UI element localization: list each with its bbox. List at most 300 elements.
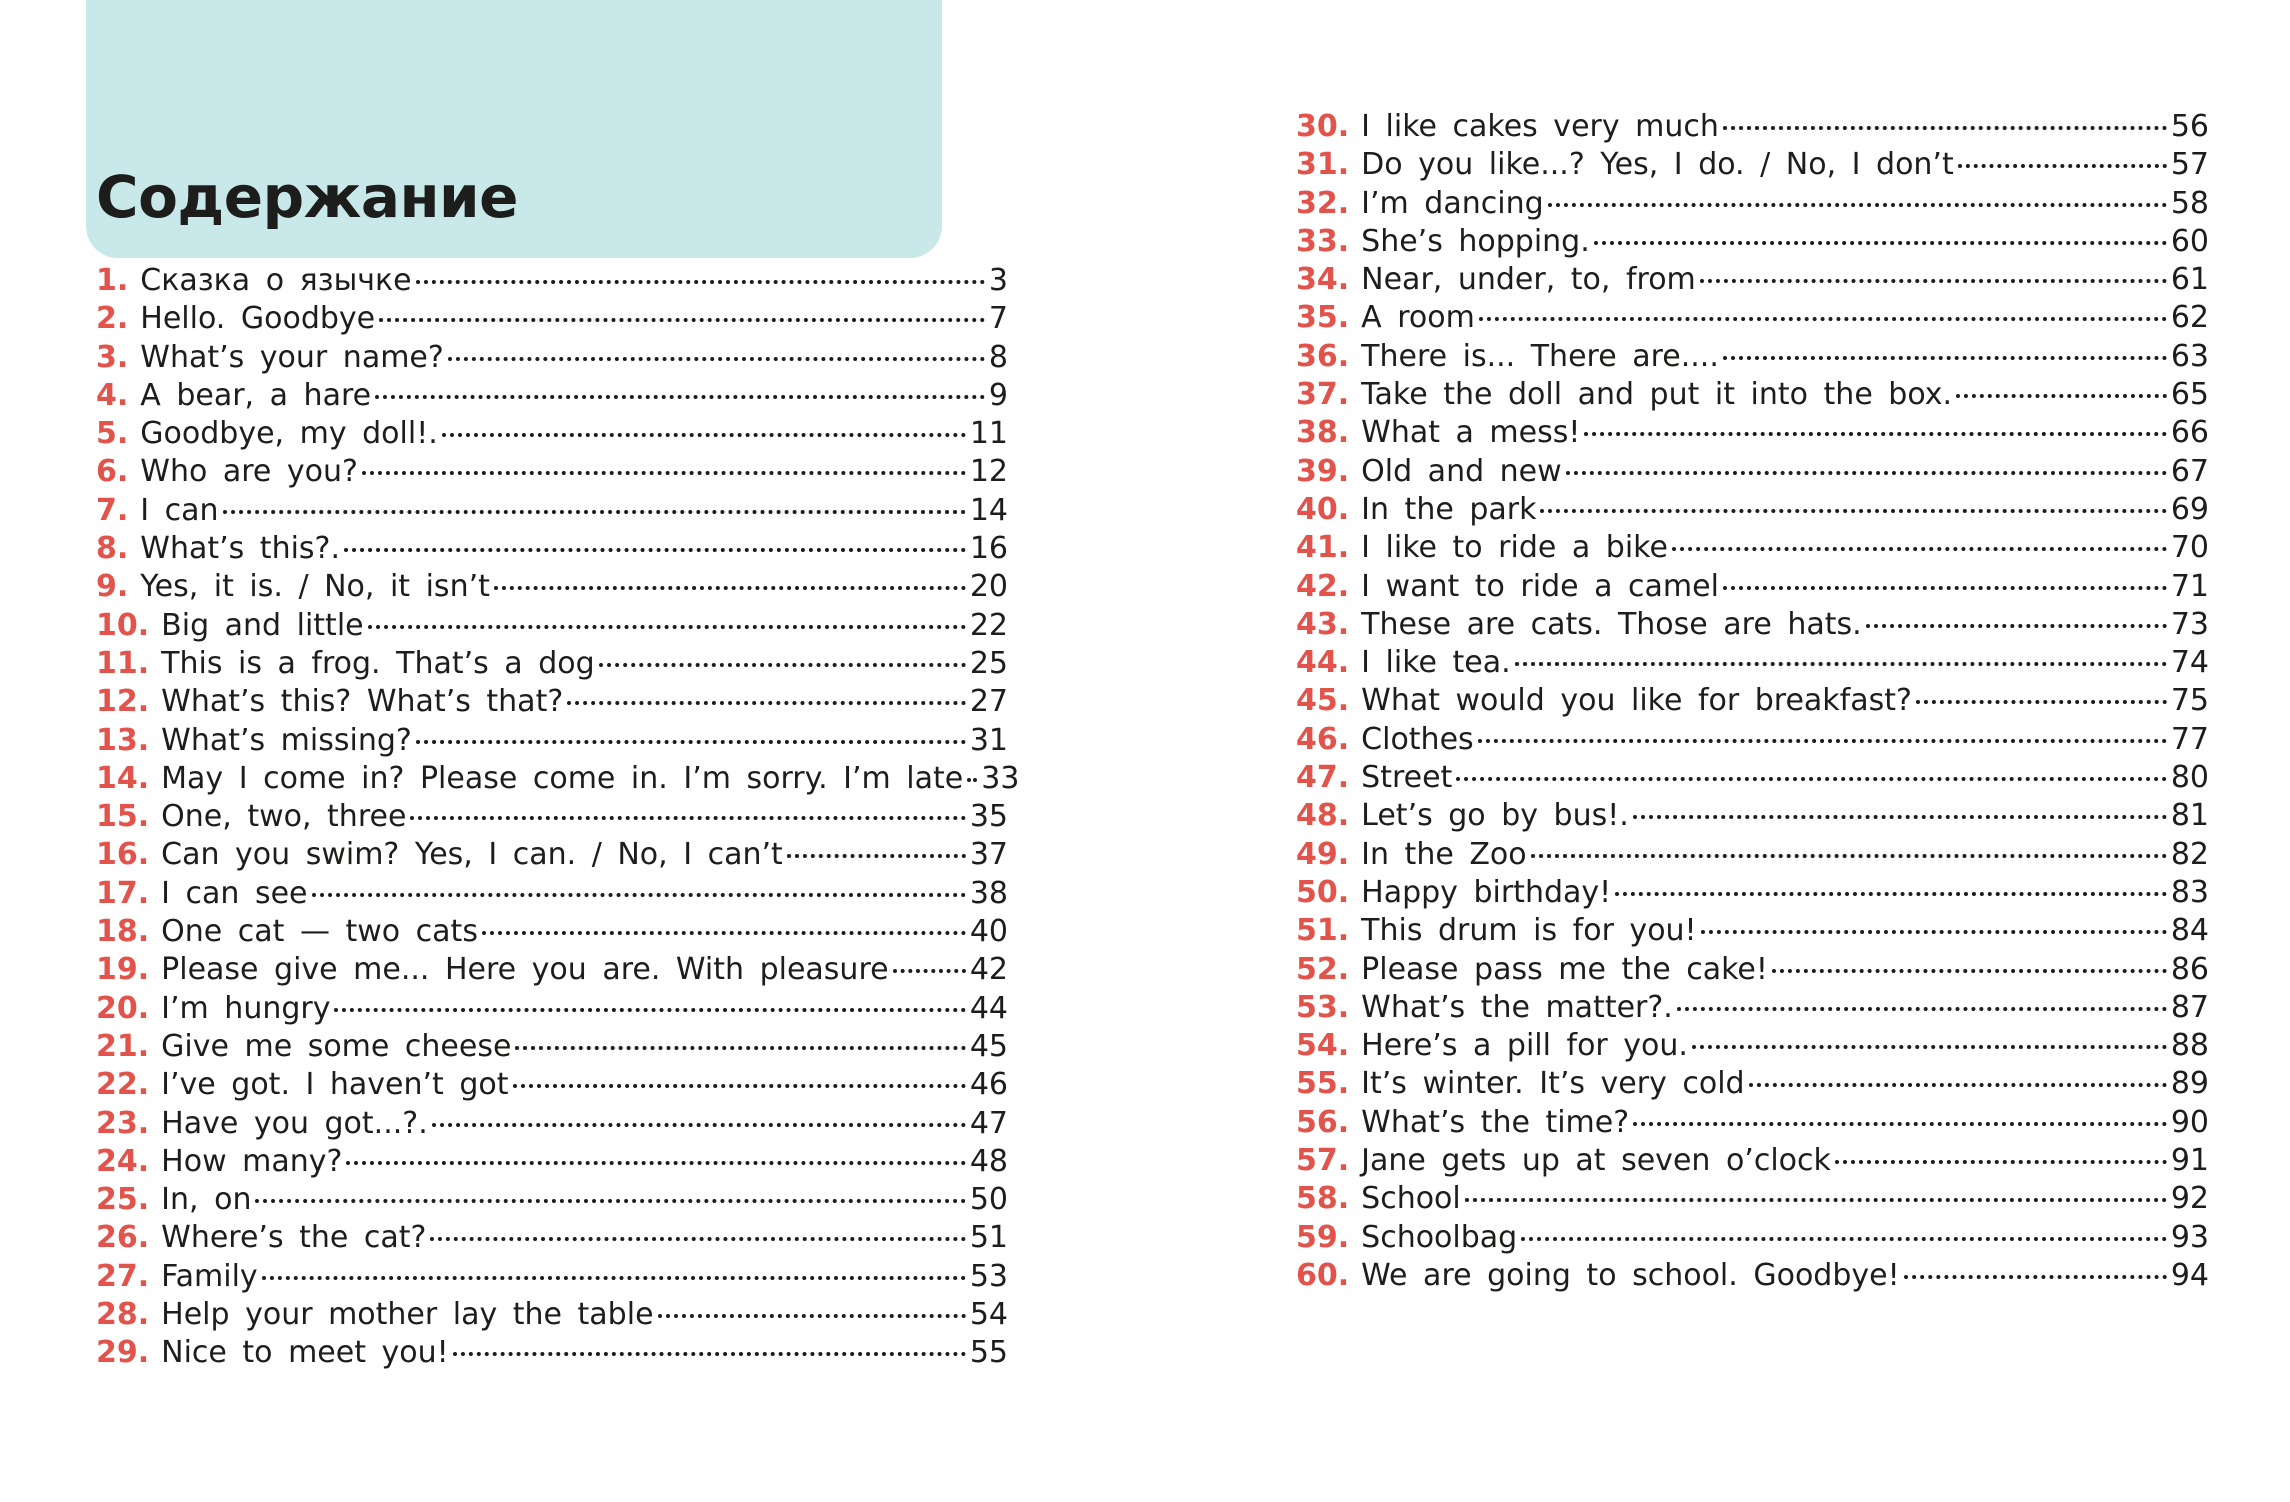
toc-entry-number: 50. [1296, 874, 1350, 910]
toc-entry-number: 28. [96, 1297, 150, 1333]
toc-entry-number: 49. [1296, 836, 1350, 872]
toc-entry-number: 27. [96, 1258, 150, 1294]
toc-entry-page-number: 25 [969, 645, 1008, 681]
toc-entry[interactable] [1296, 415, 2209, 453]
toc-entry-page-number: 50 [969, 1182, 1008, 1218]
toc-entry-number: 54. [1296, 1028, 1350, 1064]
dot-leader [1566, 471, 2167, 475]
toc-entry-number: 35. [1296, 300, 1350, 336]
toc-entry-number: 38. [1296, 415, 1350, 451]
toc-entry-page-number: 60 [2170, 223, 2209, 259]
toc-entry-page-number: 7 [988, 301, 1008, 337]
toc-entry-page-number: 94 [2170, 1257, 2209, 1293]
toc-entry-page-number: 81 [2170, 798, 2209, 834]
toc-left-column [96, 263, 1020, 1374]
toc-entry[interactable] [96, 991, 1008, 1029]
toc-entry[interactable] [96, 454, 1008, 492]
toc-entry-number: 1. [96, 263, 129, 298]
toc-entry-page-number: 61 [2170, 262, 2209, 298]
toc-entry-page-number: 16 [969, 531, 1008, 567]
toc-entry-page-number: 66 [2170, 415, 2209, 451]
toc-entry[interactable] [1296, 798, 2209, 836]
toc-entry-title: She’s hopping. [1361, 223, 1590, 259]
toc-entry-number: 33. [1296, 223, 1350, 259]
dot-leader [787, 854, 966, 858]
toc-entry-number: 34. [1296, 262, 1350, 298]
toc-entry-title: Take the doll and put it into the box. [1361, 377, 1953, 413]
toc-entry-page-number: 48 [969, 1143, 1008, 1179]
toc-entry-page-number: 12 [969, 454, 1008, 490]
toc-entry-number: 14. [96, 760, 150, 796]
toc-entry-page-number: 93 [2170, 1219, 2209, 1255]
toc-entry-number: 41. [1296, 530, 1350, 566]
dot-leader [416, 280, 985, 284]
toc-entry-title: In, on [161, 1182, 252, 1218]
toc-entry-page-number: 55 [969, 1335, 1008, 1371]
toc-entry-title: Old and new [1361, 453, 1562, 489]
toc-entry-title: Goodbye, my doll!. [140, 416, 438, 452]
toc-entry-title: Where’s the cat? [161, 1220, 427, 1256]
dot-leader [1548, 203, 2167, 207]
toc-entry[interactable] [96, 952, 1008, 990]
toc-entry[interactable] [1296, 339, 2209, 377]
toc-right-column [1296, 109, 2209, 1296]
toc-entry-page-number: 9 [988, 377, 1008, 413]
toc-entry-number: 30. [1296, 109, 1350, 144]
dot-leader [1672, 547, 2167, 551]
toc-entry-page-number: 84 [2170, 913, 2209, 949]
toc-entry[interactable] [1296, 300, 2209, 338]
dot-leader [312, 893, 966, 897]
toc-entry[interactable] [1296, 1066, 2209, 1104]
dot-leader [368, 625, 966, 629]
dot-leader [442, 433, 966, 437]
toc-entry[interactable] [96, 531, 1008, 569]
dot-leader [1521, 1237, 2167, 1241]
toc-entry-title: What’s the matter?. [1361, 989, 1673, 1025]
toc-entry-number: 4. [96, 377, 129, 413]
toc-entry-page-number: 83 [2170, 874, 2209, 910]
toc-entry-title: Near, under, to, from [1361, 262, 1696, 298]
toc-entry[interactable] [1296, 1105, 2209, 1143]
dot-leader [893, 969, 966, 973]
toc-entry-page-number: 75 [2170, 683, 2209, 719]
toc-entry-page-number: 54 [969, 1297, 1008, 1333]
dot-leader [1465, 1198, 2167, 1202]
toc-entry-number: 48. [1296, 798, 1350, 834]
toc-entry-title: May I come in? Please come in. I’m sorry. I’m late [161, 760, 964, 796]
toc-entry-number: 43. [1296, 606, 1350, 642]
dot-leader [432, 1123, 966, 1127]
toc-entry[interactable] [1296, 952, 2209, 990]
dot-leader [416, 740, 966, 744]
dot-leader [334, 1008, 965, 1012]
dot-leader [1723, 356, 2167, 360]
toc-entry-title: Let’s go by bus!. [1361, 798, 1629, 834]
dot-leader [567, 701, 966, 705]
toc-entry-number: 39. [1296, 453, 1350, 489]
toc-entry[interactable] [1296, 683, 2209, 721]
toc-entry-page-number: 88 [2170, 1028, 2209, 1064]
toc-entry[interactable] [1296, 990, 2209, 1028]
toc-entry-page-number: 42 [969, 952, 1008, 988]
dot-leader [375, 395, 985, 399]
toc-entry-title: Schoolbag [1361, 1219, 1518, 1255]
toc-entry-page-number: 80 [2170, 760, 2209, 796]
dot-leader [453, 1352, 966, 1356]
toc-entry[interactable] [96, 1259, 1008, 1297]
toc-entry[interactable] [96, 1220, 1008, 1258]
toc-entry-number: 12. [96, 684, 150, 720]
toc-entry[interactable] [1296, 913, 2209, 951]
toc-entry-number: 36. [1296, 338, 1350, 374]
toc-entry[interactable] [96, 569, 1008, 607]
toc-entry-title: One, two, three [161, 799, 407, 835]
toc-entry-page-number: 47 [969, 1105, 1008, 1141]
dot-leader [1701, 930, 2167, 934]
toc-entry[interactable] [96, 1106, 1008, 1144]
toc-entry[interactable] [96, 799, 1008, 837]
toc-entry-page-number: 46 [969, 1067, 1008, 1103]
dot-leader [1531, 854, 2167, 858]
toc-entry-title: Do you like...? Yes, I do. / No, I don’t [1361, 147, 1954, 183]
toc-entry-title: Big and little [161, 607, 364, 643]
toc-entry-title: Please pass me the cake! [1361, 951, 1768, 987]
toc-entry-number: 57. [1296, 1143, 1350, 1179]
toc-entry-number: 46. [1296, 721, 1350, 757]
toc-entry[interactable] [1296, 1028, 2209, 1066]
dot-leader [513, 1084, 966, 1088]
toc-entry-title: Сказка о язычке [140, 263, 412, 298]
toc-entry-page-number: 74 [2170, 645, 2209, 681]
toc-entry-number: 21. [96, 1028, 150, 1064]
toc-entry-number: 17. [96, 875, 150, 911]
toc-entry-number: 26. [96, 1220, 150, 1256]
dot-leader [1866, 624, 2167, 628]
toc-entry-page-number: 65 [2170, 377, 2209, 413]
toc-entry-number: 56. [1296, 1104, 1350, 1140]
toc-entry-page-number: 69 [2170, 491, 2209, 527]
toc-entry[interactable] [96, 1144, 1008, 1182]
dot-leader [1904, 1275, 2167, 1279]
toc-entry-page-number: 31 [969, 722, 1008, 758]
toc-entry-number: 25. [96, 1182, 150, 1218]
dot-leader [1772, 969, 2167, 973]
toc-entry-number: 37. [1296, 377, 1350, 413]
toc-entry[interactable] [96, 263, 1008, 301]
toc-entry[interactable] [1296, 186, 2209, 224]
toc-entry-page-number: 38 [969, 875, 1008, 911]
toc-entry-title: I’m dancing [1361, 185, 1544, 221]
toc-entry[interactable] [1296, 1258, 2209, 1296]
toc-entry-title: I’ve got. I haven’t got [161, 1067, 509, 1103]
toc-entry-title: Can you swim? Yes, I can. / No, I can’t [161, 837, 783, 873]
toc-entry-page-number: 40 [969, 914, 1008, 950]
toc-entry-title: I like cakes very much [1361, 109, 1719, 144]
toc-entry-title: There is... There are.... [1361, 338, 1719, 374]
dot-leader [362, 471, 966, 475]
dot-leader [1615, 892, 2167, 896]
dot-leader [255, 1199, 965, 1203]
toc-entry-title: School [1361, 1181, 1461, 1217]
toc-entry-number: 44. [1296, 645, 1350, 681]
toc-entry[interactable] [1296, 645, 2209, 683]
toc-entry[interactable] [96, 646, 1008, 684]
dot-leader [1956, 394, 2167, 398]
dot-leader [430, 1237, 965, 1241]
toc-entry-title: Jane gets up at seven o’clock [1361, 1143, 1831, 1179]
toc-entry-page-number: 70 [2170, 530, 2209, 566]
toc-entry-page-number: 92 [2170, 1181, 2209, 1217]
toc-entry-title: I like to ride a bike [1361, 530, 1668, 566]
toc-entry-page-number: 37 [969, 837, 1008, 873]
toc-entry-page-number: 77 [2170, 721, 2209, 757]
toc-entry-page-number: 86 [2170, 951, 2209, 987]
dot-leader [1700, 279, 2167, 283]
toc-entry-title: How many? [161, 1143, 343, 1179]
toc-entry-title: Give me some cheese [161, 1028, 512, 1064]
toc-entry[interactable] [1296, 454, 2209, 492]
toc-entry-number: 51. [1296, 913, 1350, 949]
toc-entry-number: 2. [96, 301, 129, 337]
toc-entry-page-number: 45 [969, 1028, 1008, 1064]
toc-entry-number: 32. [1296, 185, 1350, 221]
toc-entry-page-number: 73 [2170, 606, 2209, 642]
dot-leader [1723, 586, 2167, 590]
toc-entry-title: It’s winter. It’s very cold [1361, 1066, 1745, 1102]
dot-leader [223, 510, 966, 514]
dot-leader [379, 318, 985, 322]
dot-leader [967, 778, 977, 782]
toc-entry-number: 6. [96, 454, 129, 490]
toc-entry-page-number: 71 [2170, 568, 2209, 604]
dot-leader [1540, 509, 2166, 513]
toc-entry-number: 9. [96, 569, 129, 605]
dot-leader [1584, 432, 2166, 436]
toc-entry-number: 23. [96, 1105, 150, 1141]
toc-entry[interactable] [96, 416, 1008, 454]
toc-entry[interactable] [1296, 492, 2209, 530]
toc-entry-number: 8. [96, 531, 129, 567]
toc-entry-number: 11. [96, 645, 150, 681]
toc-entry-number: 58. [1296, 1181, 1350, 1217]
dot-leader [1916, 700, 2167, 704]
toc-entry[interactable] [1296, 760, 2209, 798]
dot-leader [448, 357, 985, 361]
toc-entry-number: 60. [1296, 1257, 1350, 1293]
dot-leader [515, 1046, 965, 1050]
toc-entry-title: We are going to school. Goodbye! [1361, 1257, 1900, 1293]
toc-entry-title: In the park [1361, 491, 1537, 527]
toc-entry-title: A bear, a hare [140, 377, 372, 413]
toc-entry[interactable] [96, 914, 1008, 952]
toc-entry-number: 19. [96, 952, 150, 988]
toc-entry-number: 3. [96, 339, 129, 375]
toc-entry[interactable] [1296, 147, 2209, 185]
toc-entry-title: I’m hungry [161, 990, 331, 1026]
dot-leader [1958, 164, 2167, 168]
toc-entry[interactable] [1296, 569, 2209, 607]
toc-entry-number: 16. [96, 837, 150, 873]
toc-entry-title: Have you got...?. [161, 1105, 428, 1141]
toc-entry-number: 29. [96, 1335, 150, 1371]
toc-entry-number: 18. [96, 914, 150, 950]
toc-entry-page-number: 44 [969, 990, 1008, 1026]
toc-entry-title: In the Zoo [1361, 836, 1527, 872]
toc-entry[interactable] [96, 493, 1008, 531]
toc-entry-title: One cat — two cats [161, 914, 478, 950]
toc-entry[interactable] [96, 876, 1008, 914]
toc-entry-page-number: 89 [2170, 1066, 2209, 1102]
toc-entry[interactable] [96, 723, 1008, 761]
toc-entry-page-number: 33 [981, 760, 1020, 796]
toc-entry[interactable] [1296, 109, 2209, 147]
toc-entry[interactable] [96, 1029, 1008, 1067]
dot-leader [1723, 126, 2167, 130]
toc-entry-number: 59. [1296, 1219, 1350, 1255]
toc-entry-title: Street [1361, 760, 1453, 796]
toc-entry-title: Please give me... Here you are. With pleasure [161, 952, 889, 988]
toc-entry-title: Hello. Goodbye [140, 301, 376, 337]
toc-entry-page-number: 82 [2170, 836, 2209, 872]
dot-leader [262, 1276, 966, 1280]
toc-entry[interactable] [1296, 377, 2209, 415]
toc-entry-number: 40. [1296, 491, 1350, 527]
toc-entry-number: 42. [1296, 568, 1350, 604]
toc-entry[interactable] [96, 1182, 1008, 1220]
toc-entry-page-number: 90 [2170, 1104, 2209, 1140]
toc-entry[interactable] [96, 340, 1008, 378]
toc-entry-title: I like tea. [1361, 645, 1511, 681]
dot-leader [658, 1314, 966, 1318]
toc-entry-page-number: 8 [988, 339, 1008, 375]
toc-entry[interactable] [96, 760, 1020, 799]
dot-leader [1692, 1045, 2167, 1049]
toc-entry-number: 7. [96, 492, 129, 528]
dot-leader [1479, 317, 2167, 321]
toc-entry-page-number: 67 [2170, 453, 2209, 489]
toc-entry-page-number: 51 [969, 1220, 1008, 1256]
toc-entry[interactable] [96, 378, 1008, 416]
toc-entry-page-number: 27 [969, 684, 1008, 720]
toc-entry-title: This is a frog. That’s a dog [161, 645, 595, 681]
toc-entry[interactable] [96, 1067, 1008, 1105]
toc-entry-title: I can see [161, 875, 308, 911]
toc-entry[interactable] [96, 301, 1008, 339]
toc-entry-number: 13. [96, 722, 150, 758]
toc-entry[interactable] [1296, 837, 2209, 875]
dot-leader [1633, 1122, 2167, 1126]
toc-entry-title: What a mess! [1361, 415, 1581, 451]
toc-entry-number: 10. [96, 607, 150, 643]
toc-entry-title: Family [161, 1258, 258, 1294]
toc-entry-number: 47. [1296, 760, 1350, 796]
toc-entry[interactable] [1296, 1143, 2209, 1181]
toc-entry-title: What’s missing? [161, 722, 412, 758]
dot-leader [1749, 1083, 2167, 1087]
toc-entry-title: What’s your name? [140, 339, 444, 375]
toc-entry-number: 31. [1296, 147, 1350, 183]
toc-entry-page-number: 91 [2170, 1143, 2209, 1179]
toc-entry[interactable] [1296, 530, 2209, 568]
toc-entry-number: 22. [96, 1067, 150, 1103]
toc-entry-page-number: 53 [969, 1258, 1008, 1294]
dot-leader [1456, 777, 2166, 781]
toc-entry-title: What’s the time? [1361, 1104, 1630, 1140]
toc-entry-page-number: 56 [2170, 109, 2209, 144]
toc-entry-title: Here’s a pill for you. [1361, 1028, 1688, 1064]
toc-entry-title: This drum is for you! [1361, 913, 1697, 949]
dot-leader [1677, 1007, 2167, 1011]
toc-entry-number: 20. [96, 990, 150, 1026]
toc-entry-page-number: 14 [969, 492, 1008, 528]
page-title: Содержание [96, 163, 519, 231]
toc-entry-title: What’s this?. [140, 531, 341, 567]
toc-entry-page-number: 57 [2170, 147, 2209, 183]
dot-leader [410, 816, 965, 820]
toc-entry-page-number: 35 [969, 799, 1008, 835]
dot-leader [1633, 815, 2167, 819]
toc-entry-page-number: 87 [2170, 989, 2209, 1025]
toc-entry-page-number: 11 [969, 416, 1008, 452]
toc-entry[interactable] [1296, 1181, 2209, 1219]
toc-entry[interactable] [1296, 875, 2209, 913]
dot-leader [599, 663, 966, 667]
toc-entry[interactable] [96, 608, 1008, 646]
toc-entry-number: 5. [96, 416, 129, 452]
toc-entry[interactable] [1296, 262, 2209, 300]
toc-entry-title: Clothes [1361, 721, 1474, 757]
toc-entry-title: Help your mother lay the table [161, 1297, 654, 1333]
toc-entry-title: What’s this? What’s that? [161, 684, 564, 720]
toc-entry[interactable] [96, 837, 1008, 875]
toc-entry-number: 24. [96, 1143, 150, 1179]
toc-entry-page-number: 3 [988, 263, 1008, 298]
toc-entry-number: 55. [1296, 1066, 1350, 1102]
toc-entry-page-number: 63 [2170, 338, 2209, 374]
toc-entry-title: These are cats. Those are hats. [1361, 606, 1862, 642]
toc-entry[interactable] [1296, 1220, 2209, 1258]
toc-entry[interactable] [1296, 722, 2209, 760]
toc-entry-number: 53. [1296, 989, 1350, 1025]
dot-leader [1835, 1160, 2167, 1164]
toc-entry[interactable] [1296, 224, 2209, 262]
toc-entry-title: I can [140, 492, 219, 528]
toc-entry-page-number: 22 [969, 607, 1008, 643]
toc-entry-number: 52. [1296, 951, 1350, 987]
dot-leader [1594, 241, 2167, 245]
toc-entry-title: Yes, it is. / No, it isn’t [140, 569, 490, 605]
toc-entry-page-number: 58 [2170, 185, 2209, 221]
toc-entry[interactable] [96, 1297, 1008, 1335]
dot-leader [344, 548, 966, 552]
toc-entry-number: 45. [1296, 683, 1350, 719]
dot-leader [482, 931, 966, 935]
toc-entry-title: What would you like for breakfast? [1361, 683, 1912, 719]
toc-entry[interactable] [1296, 607, 2209, 645]
dot-leader [1478, 739, 2167, 743]
toc-entry-number: 15. [96, 799, 150, 835]
toc-entry-title: I want to ride a camel [1361, 568, 1719, 604]
toc-entry[interactable] [96, 684, 1008, 722]
toc-entry-title: Who are you? [140, 454, 358, 490]
dot-leader [346, 1161, 965, 1165]
dot-leader [1515, 662, 2167, 666]
toc-entry-title: A room [1361, 300, 1475, 336]
toc-entry[interactable] [96, 1335, 1008, 1373]
toc-entry-title: Nice to meet you! [161, 1335, 449, 1371]
toc-entry-page-number: 20 [969, 569, 1008, 605]
